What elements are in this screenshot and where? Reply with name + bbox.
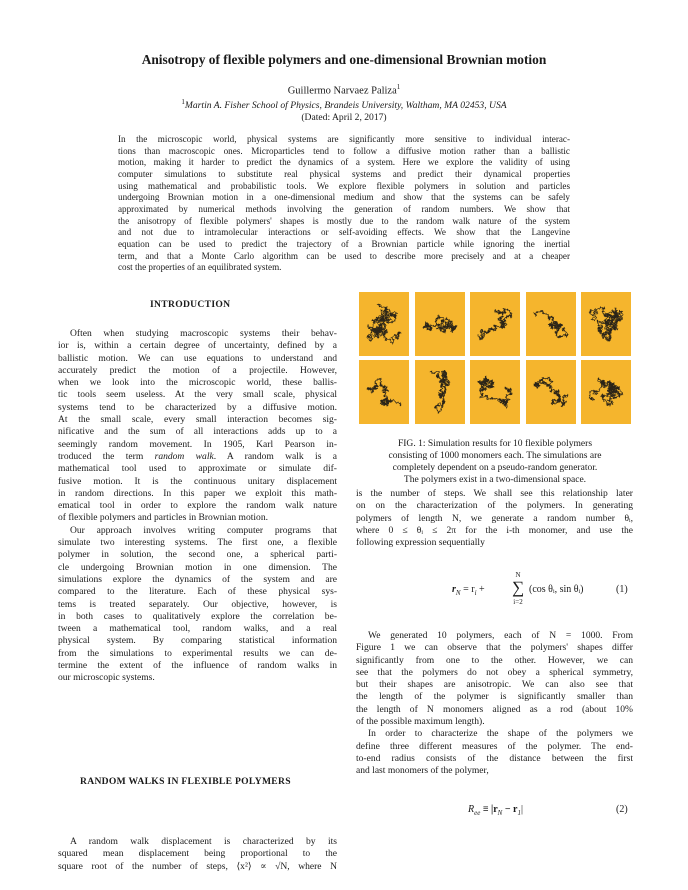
abstract-line: equation can be used to predict the trajectory of a Brownian particle while ignoring the inertial: [118, 238, 570, 249]
polymer-walk: [359, 360, 409, 424]
body-line: physical system. By comparing statistical information: [58, 635, 337, 647]
body-line: simulations explore the dynamics of the system and are: [58, 573, 337, 585]
body-line: compared to the literature. Each of these physical sys-: [58, 586, 337, 598]
summation-symbol: ∑: [511, 578, 525, 597]
body-line: mathematical tool used to approximate or simulate dif-: [58, 463, 337, 475]
polymer-tile: [526, 360, 576, 424]
body-line: [58, 451, 337, 463]
abstract-line: and not due to intramolecular interactions or self-avoiding effects. We show that the Langevine: [118, 227, 570, 238]
body-line: tems is treated separately. Our objective, however, is: [58, 598, 337, 610]
body-line: Our approach involves writing computer programs that: [70, 524, 337, 536]
caption-line: FIG. 1: Simulation results for 10 flexible polymers: [397, 438, 593, 449]
polymer-walk: [470, 292, 520, 356]
section-heading-introduction: INTRODUCTION: [150, 299, 231, 310]
polymer-chain: [478, 376, 512, 408]
abstract-line: In the microscopic world, physical systems are significantly more sensitive to individual interac-: [118, 134, 570, 144]
polymer-chain: [367, 378, 401, 406]
polymer-tile: [470, 292, 520, 356]
polymer-walk: [581, 292, 631, 356]
caption-line: consisting of 1000 monomers each. The simulations are: [388, 450, 602, 462]
body-line: termine the extent of the influence of random walks in: [58, 660, 337, 672]
body-line: fusive motion. It is the continuous unitary displacement: [58, 475, 337, 487]
abstract-line: computer simulations to substitute real physical systems and predict their dynamical properties: [118, 168, 570, 179]
eq2-equiv: ≡ |r: [480, 804, 498, 815]
eq2-subscript: N: [497, 809, 503, 817]
eq2-subscript: 1: [517, 809, 521, 817]
abstract-line: approximated by numerical methods involving the generation of random numbers. We show that: [118, 203, 570, 214]
polymer-chain: [533, 310, 567, 337]
body-line: square root of the number of steps, ⟨x²⟩ ∝ √N, where N: [58, 860, 337, 872]
body-line: tween a mathematical tool, random walks, and a real: [58, 623, 337, 635]
body-line: simulate two interesting systems. The first one, a flexible: [58, 537, 337, 549]
polymer-walk: [415, 360, 465, 424]
eq1-sum-lower: i=2: [513, 598, 523, 606]
polymer-chain: [429, 370, 449, 413]
body-line: ematical tool in order to explore the random walk nature: [58, 500, 337, 512]
body-line: A random walk displacement is characterized by its: [70, 836, 337, 847]
body-line: In order to characterize the shape of the polymers we: [368, 728, 633, 740]
eq1-sum-upper: N: [515, 571, 521, 579]
body-line: polymer in solution, the second one, a spherical parti-: [58, 549, 337, 561]
abstract-line: cost the properties of an equilibrated system.: [118, 262, 282, 273]
body-line: We generated 10 polymers, each of N = 1000. From: [368, 630, 633, 641]
polymer-tile: [581, 292, 631, 356]
figure-caption: [358, 438, 632, 486]
author-text: Guillermo Narvaez Paliza: [287, 85, 397, 97]
body-line: At the small scale, every small interaction becomes sig-: [58, 414, 337, 426]
random-walk-body: [58, 836, 337, 873]
equation-number-2: (2): [616, 804, 628, 815]
eq1-subscript: N: [455, 589, 461, 597]
polymer-chain: [533, 377, 567, 407]
body-line: define three different measures of the polymer. The end-: [356, 740, 633, 752]
right-column-text-b: [356, 630, 633, 778]
polymer-tile: [415, 292, 465, 356]
body-line: squared mean displacement being proportional to the: [58, 848, 337, 860]
abstract-line: using mathematical and probabilistic tools. We explore flexible polymers in solution and particles: [118, 180, 570, 191]
body-line: of flexible polymers and particles in Brownian motion.: [58, 512, 268, 524]
eq1-subscript: i: [474, 589, 477, 597]
body-line: following expression sequentially: [356, 537, 485, 549]
eq2-subscript: ee: [474, 809, 481, 817]
eq2-minus: − r: [502, 804, 518, 815]
body-line: but their shapes are anisotropic. We can also see that: [356, 679, 633, 691]
polymer-chain: [478, 308, 512, 339]
eq2-R: R: [468, 804, 475, 815]
abstract-line: undergoing Brownian motion in a one-dimensional medium and show that the systems can be safely: [118, 192, 570, 203]
body-line: cle undergoing Brownian motion in one dimension. The: [58, 561, 337, 573]
paper-title: Anisotropy of flexible polymers and one-dimensional Brownian motion: [141, 52, 547, 67]
date-line: (Dated: April 2, 2017): [301, 112, 387, 123]
body-line: to-end radius consists of the distance between the first: [356, 752, 633, 764]
caption-line: completely dependent on a pseudo-random generator.: [392, 462, 598, 474]
section-heading-random-walks: RANDOM WALKS IN FLEXIBLE POLYMERS: [80, 776, 291, 787]
body-line: on on the characterization of the polymers. In generating: [356, 500, 633, 512]
emphasis-random-walk: random walk: [154, 450, 214, 462]
author-superscript: 1: [396, 83, 401, 91]
body-line: seemingly random movement. In 1905, Karl Pearson in-: [58, 438, 337, 450]
introduction-body: [58, 328, 337, 685]
body-line: in random directions. In this paper we exploit this math-: [58, 487, 337, 499]
equation-2-body: [468, 804, 523, 817]
abstract-line: tions than macroscopic ones. Microparticles tend to follow a diffusive motion rather than a ballistic: [118, 145, 570, 156]
body-line: significantly from one to the other. However, we can: [356, 654, 633, 666]
body-line: when we look into the microscopic world, these ballis-: [58, 377, 337, 389]
polymer-tile: [470, 360, 520, 424]
polymer-walk: [415, 292, 465, 356]
body-line: where 0 ≤ θᵢ ≤ 2π for the i-th monomer, and use the: [356, 524, 633, 536]
eq1-vector-r: r: [452, 584, 456, 595]
polymer-chain: [589, 378, 623, 407]
polymer-tile: [359, 292, 409, 356]
body-line: tic tools seem useless. At the very small scale, physical: [58, 389, 337, 401]
body-text: troduced the term: [58, 450, 144, 462]
body-line: and last monomers of the polymer,: [356, 765, 489, 777]
body-line: the length of the polymer is significantly smaller than: [356, 691, 633, 703]
polymer-walk: [526, 360, 576, 424]
polymer-tile: [359, 360, 409, 424]
polymer-chain: [422, 315, 456, 333]
polymer-walk: [470, 360, 520, 424]
equation-number-1: (1): [616, 584, 628, 595]
polymer-chain: [367, 304, 401, 344]
body-line: of the possible maximum length).: [356, 716, 485, 728]
body-line: Figure 1 we can observe that the polymers' shapes differ: [356, 642, 633, 654]
polymer-chain: [589, 307, 623, 341]
polymer-walk: [359, 292, 409, 356]
equation-1-body: [452, 584, 485, 597]
body-line: nificative and the sum of all interactions adds up to a: [58, 426, 337, 438]
body-line: in both cases to qualitatively explore the correlation be-: [58, 610, 337, 622]
body-line: our microscopic systems.: [58, 672, 155, 684]
right-column-text-a: [356, 488, 633, 549]
body-line: accurately predict the motion of a projectile. However,: [58, 364, 337, 376]
body-line: Often when studying macroscopic systems their behav-: [70, 328, 337, 339]
abstract-line: the anisotropy of flexible polymers' shapes is mostly due to the random walk nature of the system: [118, 215, 570, 226]
abstract-line: motion, making it harder to predict the dynamics of a system. Here we explore the validity of using: [118, 157, 570, 168]
polymer-tile: [415, 360, 465, 424]
eq1-rhs: (cos θᵢ, sin θᵢ): [529, 584, 584, 595]
body-line: the length of N monomers aligned as a rod (about 10%: [356, 703, 633, 715]
author-name: [0, 83, 688, 97]
caption-line: The polymers exist in a two-dimensional space.: [403, 474, 587, 486]
polymer-walk: [581, 360, 631, 424]
body-line: polymers of length N, we generate a random number θᵢ,: [356, 512, 633, 524]
affiliation-superscript: 1: [181, 98, 185, 106]
abstract-line: term, and that a Monte Carlo algorithm can be used to describe more precisely and at a cheaper: [118, 250, 570, 261]
polymer-tile: [581, 360, 631, 424]
eq1-equals: = r: [460, 584, 475, 595]
eq1-plus: +: [476, 584, 485, 595]
body-line: from the simulations to experimental results we can de-: [58, 647, 337, 659]
body-text: . A random walk is a: [213, 450, 338, 462]
affiliation-text: Martin A. Fisher School of Physics, Brandeis University, Waltham, MA 02453, USA: [184, 100, 507, 112]
body-line: see that the polymers do not obey a spherical symmetry,: [356, 666, 633, 678]
eq2-bar: |: [520, 804, 523, 815]
polymer-tile: [526, 292, 576, 356]
abstract: [118, 134, 570, 274]
polymer-walk: [526, 292, 576, 356]
body-line: is the number of steps. We shall see this relationship later: [356, 488, 633, 499]
body-line: systems tend to be characterized by a diffusive motion.: [58, 401, 337, 413]
figure-polymers: [359, 292, 631, 428]
body-line: ballistic motion. We can use equations to understand and: [58, 352, 337, 364]
body-line: ior is, within a certain degree of uncertainty, defined by a: [58, 340, 337, 352]
affiliation: [0, 98, 688, 111]
